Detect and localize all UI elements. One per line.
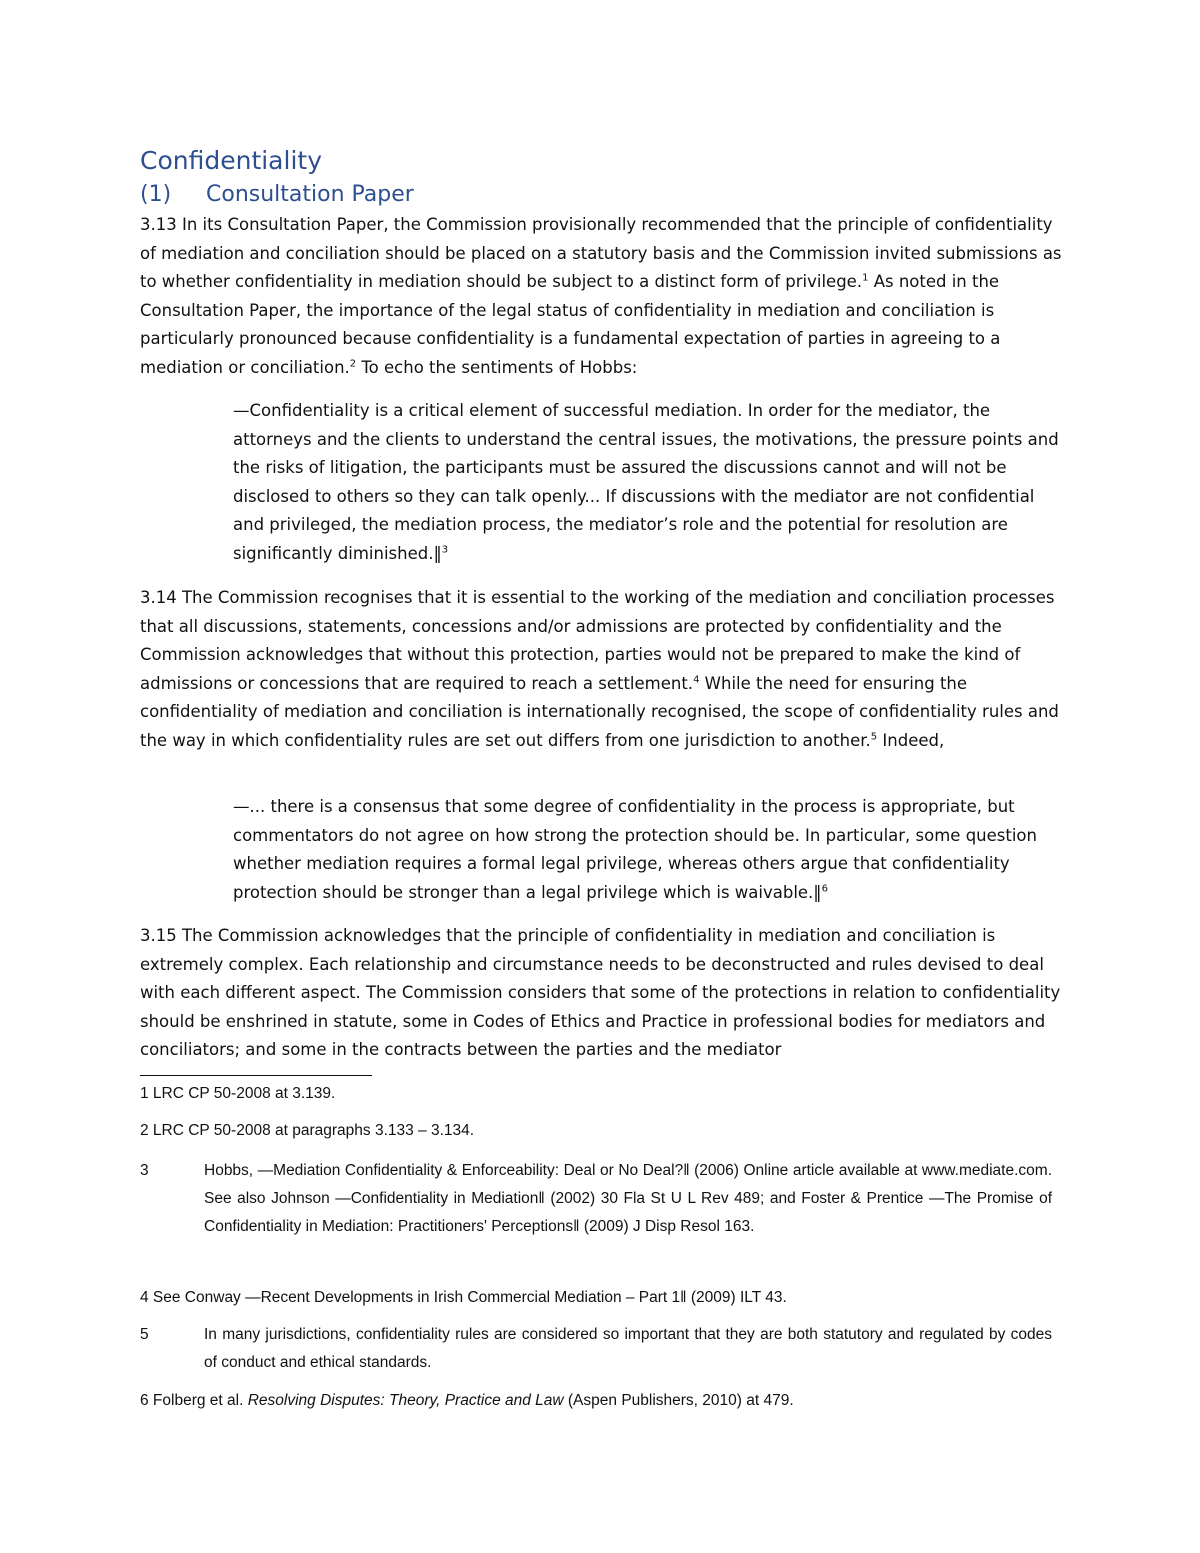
paragraph-text: Indeed, [877,730,945,750]
block-quote-folberg [233,793,1063,907]
footnote-6 [140,1387,1052,1415]
section-title: Consultation Paper [206,182,414,207]
block-quote-hobbs [233,397,1063,569]
quote-text: —Confidentiality is a critical element of successful mediation. In order for the mediator, the attorneys and the clients to understand the central issues, the motivations, the pressure points and the risks of litigation, the participants must be assured the discussions cannot and will not be disclosed to others so they can talk openly... If discussions with the mediator are not confidential and privileged, the mediation process, the mediator’s role and the potential for resolution are significantly diminished.‖ [233,401,1059,563]
paragraph-3-15: 3.15 The Commission acknowledges that the principle of confidentiality in mediation and conciliation is extremely complex. Each relationship and circumstance needs to be deconstructed and rules devised to deal with each different aspect. The Commission considers that some of the protections in relation to confidentiality should be enshrined in statute, some in Codes of Ethics and Practice in professional bodies for mediators and conciliators; and some in the contracts between the parties and the mediator [140,926,1061,1060]
footnote-book-title: Resolving Disputes: Theory, Practice and Law [247,1392,564,1409]
footnote-ref-2[interactable]: 2 [349,358,357,370]
paragraph-3-13 [140,211,1065,383]
page-title: Confidentiality [140,146,322,175]
footnote-text: In many jurisdictions, confidentiality rules are considered so important that they are both statutory and regulated by codes of conduct and ethical standards. [204,1326,1052,1371]
paragraph-text: 3.13 In its Consultation Paper, the Commission provisionally recommended that the principle of confidentiality of mediation and conciliation should be placed on a statutory basis and the Commission invited submissions as to whether confidentiality in mediation should be subject to a distinct form of privilege. [140,215,1062,292]
footnote-3 [140,1157,1052,1241]
paragraph-text: To echo the sentiments of Hobbs: [356,357,638,377]
footnote-text: (Aspen Publishers, 2010) at 479. [563,1392,794,1409]
footnote-4: 4 See Conway —Recent Developments in Irish Commercial Mediation – Part 1‖ (2009) ILT 43. [140,1289,787,1306]
paragraph-3-14 [140,584,1065,756]
footnote-text: 6 Folberg et al. [140,1392,248,1409]
footnote-text: Hobbs, —Mediation Confidentiality & Enforceability: Deal or No Deal?‖ (2006) Online article available at www.mediate.com. See also Johnson —Confidentiality in Mediation‖ (2002) 30 Fla St U L Rev 489; and Foster & Prentice —The Promise of Confidentiality in Mediation: Practitioners' Perceptions‖ (2009) J Disp Resol 163. [204,1162,1052,1235]
footnote-ref-4[interactable]: 4 [693,674,700,686]
footnote-ref-3[interactable]: 3 [441,544,449,556]
footnote-1: 1 LRC CP 50-2008 at 3.139. [140,1085,336,1102]
paragraph-text: While the need for ensuring the confidentiality of mediation and conciliation is internationally recognised, the scope of confidentiality rules and the way in which confidentiality rules are set out differs from one jurisdiction to another. [140,673,1059,750]
section-heading [140,182,414,207]
footnote-number: 3 [140,1162,149,1179]
footnote-number: 5 [140,1326,149,1343]
footnote-ref-1[interactable]: 1 [862,272,869,284]
footnote-separator [140,1075,372,1076]
section-number: (1) [140,182,172,207]
footnote-2: 2 LRC CP 50-2008 at paragraphs 3.133 – 3.134. [140,1122,475,1139]
footnote-ref-5[interactable]: 5 [870,731,878,743]
paragraph-text: As noted in the Consultation Paper, the importance of the legal status of confidentiality in mediation and conciliation is particularly pronounced because confidentiality is a fundamental expectation of parties in agreeing to a mediation or conciliation. [140,272,1001,377]
quote-text: —... there is a consensus that some degree of confidentiality in the process is appropriate, but commentators do not agree on how strong the protection should be. In particular, some question whether mediation requires a formal legal privilege, whereas others argue that confidentiality protection should be stronger than a legal privilege which is waivable.‖ [233,797,1037,902]
footnote-5 [140,1321,1052,1377]
footnote-ref-6[interactable]: 6 [821,883,828,895]
paragraph-text: 3.14 The Commission recognises that it is essential to the working of the mediation and conciliation processes that all discussions, statements, concessions and/or admissions are protected by confidentiality and the Commission acknowledges that without this protection, parties would not be prepared to make the kind of admissions or concessions that are required to reach a settlement. [140,588,1055,693]
